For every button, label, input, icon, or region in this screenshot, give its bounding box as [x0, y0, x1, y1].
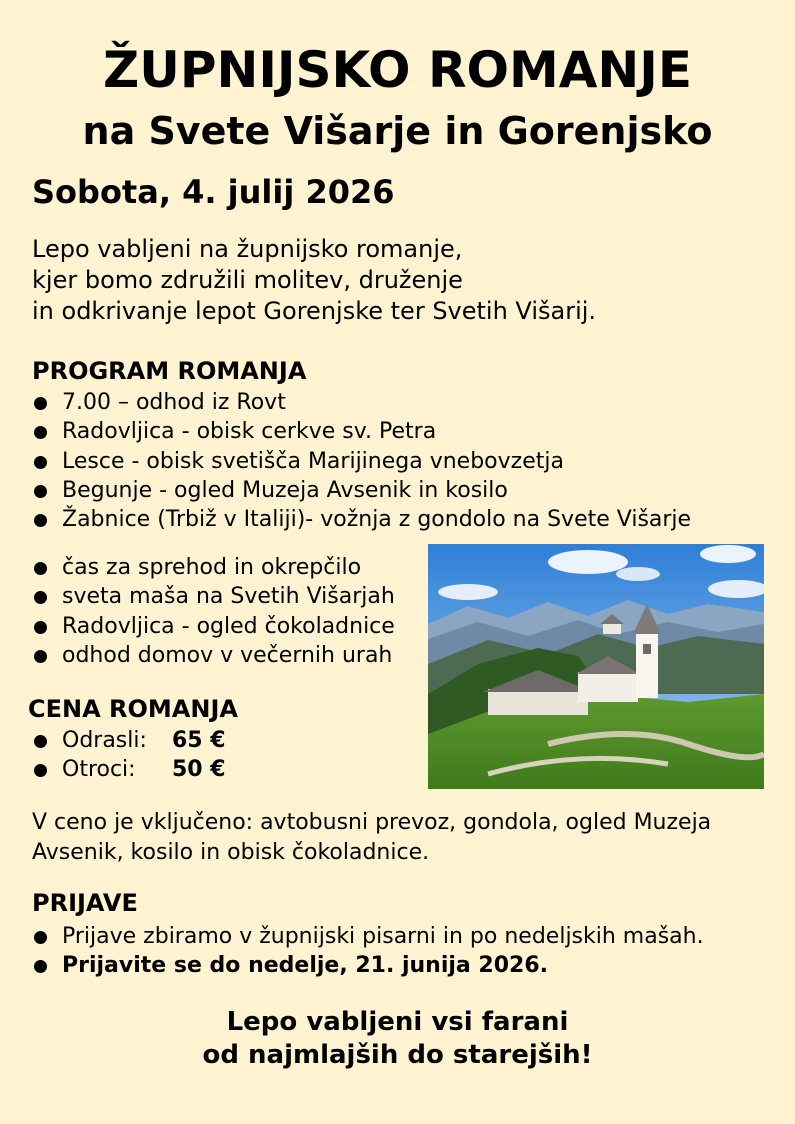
mountain-photo	[428, 544, 764, 789]
bullet-icon	[34, 764, 47, 777]
list-item: Begunje - ogled Muzeja Avsenik in kosilo	[32, 476, 691, 505]
list-item: odhod domov v večernih urah	[32, 641, 395, 670]
page-title: ŽUPNIJSKO ROMANJE	[102, 41, 693, 99]
price-value: 65 €	[172, 728, 226, 753]
list-item: Radovljica - ogled čokoladnice	[32, 612, 395, 641]
closing-line: Lepo vabljeni vsi farani	[226, 1007, 569, 1037]
intro-line: kjer bomo združili molitev, druženje	[32, 266, 463, 294]
registration-list	[32, 922, 704, 981]
bullet-icon	[34, 960, 47, 973]
bullet-icon	[34, 426, 47, 439]
program-list	[32, 388, 691, 534]
price-label: Otroci:	[62, 757, 136, 783]
bullet-icon	[34, 735, 47, 748]
list-item: sveta maša na Svetih Višarjah	[32, 582, 395, 611]
list-item: Radovljica - obisk cerkve sv. Petra	[32, 417, 691, 446]
price-row	[32, 726, 226, 755]
list-item: Prijave zbiramo v župnijski pisarni in po nedeljskih mašah.	[32, 922, 704, 951]
intro-line: in odkrivanje lepot Gorenjske ter Svetih Višarij.	[32, 297, 597, 325]
program-list-continued	[32, 553, 395, 670]
bullet-icon	[34, 485, 47, 498]
price-value: 50 €	[172, 757, 226, 783]
bullet-icon	[34, 931, 47, 944]
intro-line: Lepo vabljeni na župnijsko romanje,	[32, 235, 463, 263]
intro-text	[32, 234, 596, 327]
event-date: Sobota, 4. julij 2026	[32, 173, 395, 211]
program-heading: PROGRAM ROMANJA	[32, 357, 307, 385]
list-item: 7.00 – odhod iz Rovt	[32, 388, 691, 417]
price-heading: CENA ROMANJA	[28, 695, 238, 723]
bullet-icon	[34, 591, 47, 604]
closing-line: od najmlajših do starejših!	[202, 1040, 593, 1070]
bullet-icon	[34, 397, 47, 410]
bullet-icon	[34, 562, 47, 575]
list-item: Žabnice (Trbiž v Italiji)- vožnja z gondolo na Svete Višarje	[32, 505, 691, 534]
price-note: V ceno je vključeno: avtobusni prevoz, gondola, ogled Muzeja Avsenik, kosilo in obisk čokoladnice.	[32, 810, 712, 865]
page-subtitle: na Svete Višarje in Gorenjsko	[82, 109, 713, 153]
list-item: Prijavite se do nedelje, 21. junija 2026.	[32, 951, 704, 980]
list-item: čas za sprehod in okrepčilo	[32, 553, 395, 582]
list-item: Lesce - obisk svetišča Marijinega vnebovzetja	[32, 447, 691, 476]
price-label: Odrasli:	[62, 728, 147, 753]
bullet-icon	[34, 456, 47, 469]
registration-heading: PRIJAVE	[32, 889, 138, 917]
bullet-icon	[34, 621, 47, 634]
bullet-icon	[34, 514, 47, 527]
price-row	[32, 755, 226, 784]
closing-text	[0, 1006, 795, 1072]
price-list	[32, 726, 226, 785]
bullet-icon	[34, 650, 47, 663]
